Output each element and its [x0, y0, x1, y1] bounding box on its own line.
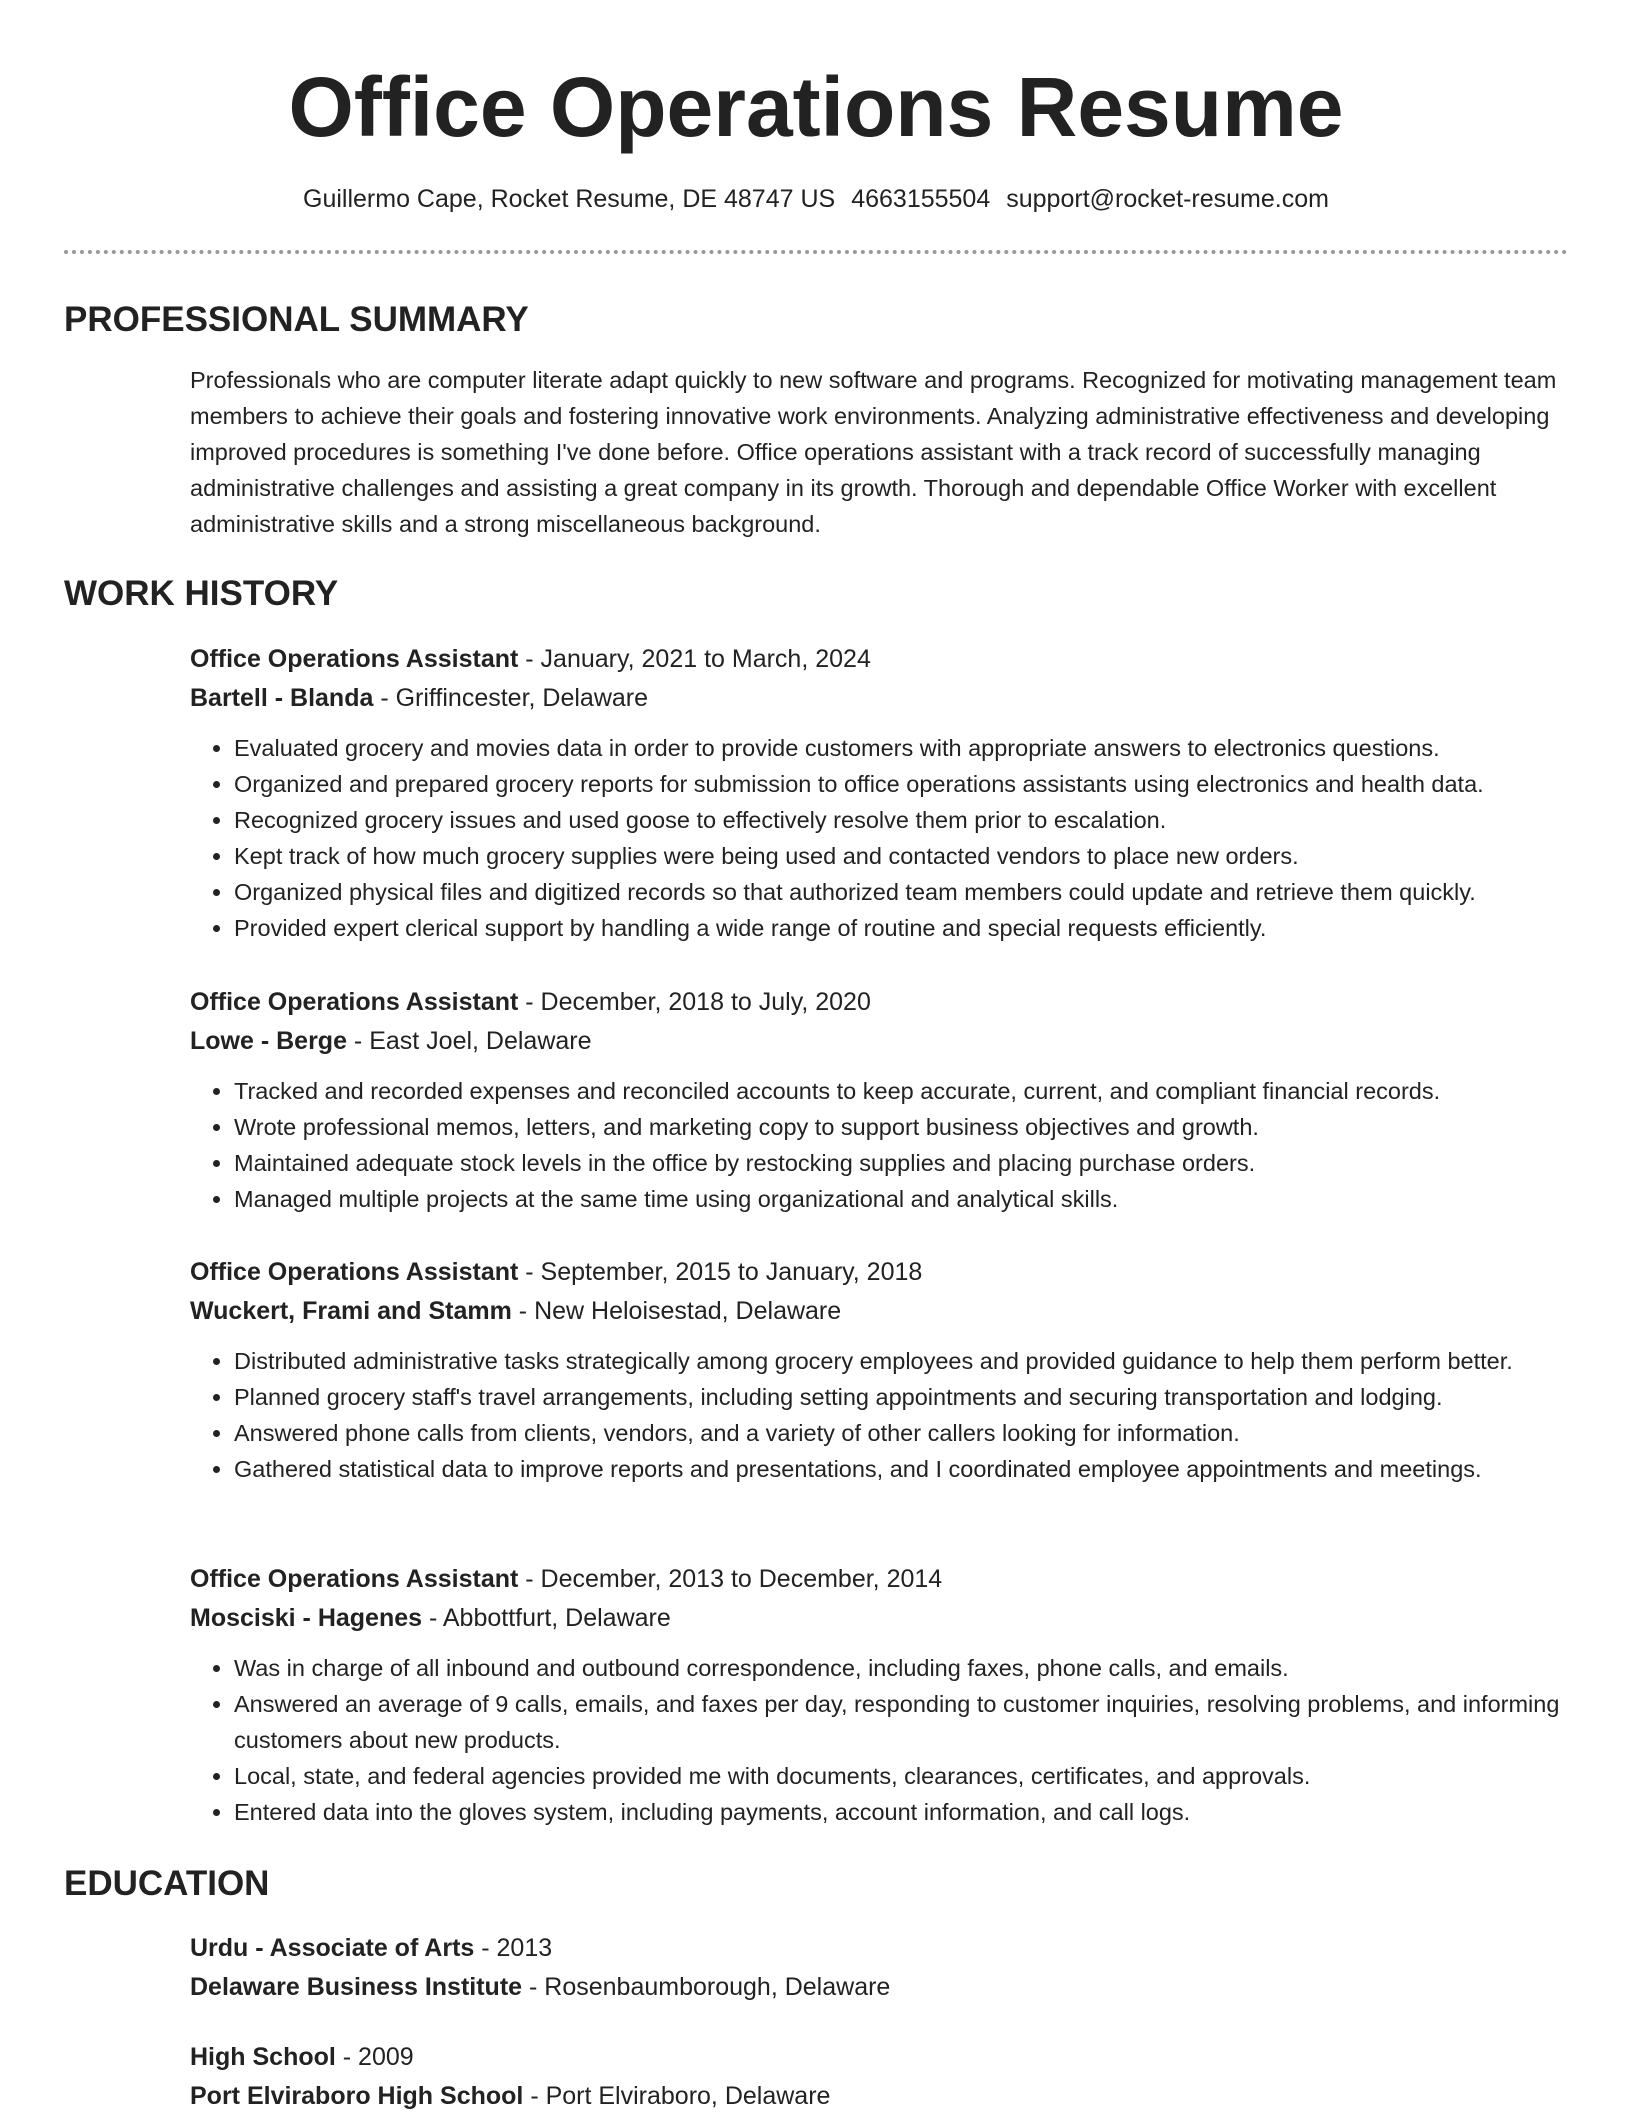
education-school: Port Elviraboro High School: [190, 2082, 524, 2110]
job-bullet: • Tracked and recorded expenses and reconciled accounts to keep accurate, current, and compliant financial records.: [234, 1073, 1568, 1109]
job-company: Bartell - Blanda: [190, 684, 374, 712]
job-company-line: [190, 679, 1568, 718]
job-bullet: • Managed multiple projects at the same time using organizational and analytical skills.: [234, 1181, 1568, 1217]
education-school: Delaware Business Institute: [190, 1973, 523, 2001]
job-bullet: • Answered an average of 9 calls, emails, and faxes per day, responding to customer inquiries, resolving problems, and informing customers about new products.: [234, 1686, 1568, 1758]
job-title: Office Operations Assistant: [190, 1258, 519, 1286]
summary-text: Professionals who are computer literate adapt quickly to new software and programs. Recognized for motivating management team members to achieve their goals and fostering innovative work environments. Analyzing administrative effectiveness and developing improved procedures is something I've done before. Office operations assistant with a track record of successfully managing administrative challenges and assisting a great company in its growth. Thorough and dependable Office Worker with excellent administrative skills and a strong miscellaneous background.: [190, 367, 1557, 537]
job-title: Office Operations Assistant: [190, 988, 519, 1016]
job-bullet: • Provided expert clerical support by handling a wide range of routine and special requests efficiently.: [234, 910, 1568, 946]
education-heading: EDUCATION: [64, 1864, 270, 1903]
job-entry: [190, 983, 1568, 1217]
job-bullet: • Organized physical files and digitized records so that authorized team members could update and retrieve them quickly.: [234, 874, 1568, 910]
education-degree-line: [190, 2038, 1568, 2077]
contact-phone: 4663155504: [851, 185, 991, 213]
contact-address: Guillermo Cape, Rocket Resume, DE 48747 US: [303, 185, 836, 213]
job-bullet: • Wrote professional memos, letters, and marketing copy to support business objectives and growth.: [234, 1109, 1568, 1145]
job-entry: [190, 1253, 1568, 1487]
education-entry: [190, 1929, 1568, 2007]
summary-heading: PROFESSIONAL SUMMARY: [64, 300, 529, 339]
job-dates: - December, 2013 to December, 2014: [518, 1565, 943, 1593]
education-degree-line: [190, 1929, 1568, 1968]
job-dates: - December, 2018 to July, 2020: [518, 988, 871, 1016]
job-bullet: • Answered phone calls from clients, vendors, and a variety of other callers looking for information.: [234, 1415, 1568, 1451]
education-year: - 2009: [335, 2043, 414, 2071]
job-bullet: • Organized and prepared grocery reports for submission to office operations assistants using electronics and health data.: [234, 766, 1568, 802]
summary-section: [190, 362, 1568, 542]
contact-email: support@rocket-resume.com: [1006, 185, 1329, 213]
job-bullets: [190, 1073, 1568, 1217]
job-location: - East Joel, Delaware: [346, 1027, 592, 1055]
education-location: - Port Elviraboro, Delaware: [523, 2082, 831, 2110]
job-bullet: • Entered data into the gloves system, including payments, account information, and call logs.: [234, 1794, 1568, 1830]
job-title: Office Operations Assistant: [190, 1565, 519, 1593]
job-title: Office Operations Assistant: [190, 645, 519, 673]
job-bullet: • Gathered statistical data to improve reports and presentations, and I coordinated employee appointments and meetings.: [234, 1451, 1568, 1487]
job-title-line: [190, 1253, 1568, 1292]
job-entry: [190, 1560, 1568, 1830]
job-company-line: [190, 1292, 1568, 1331]
job-title-line: [190, 983, 1568, 1022]
job-title-line: [190, 1560, 1568, 1599]
job-title-line: [190, 640, 1568, 679]
job-company: Wuckert, Frami and Stamm: [190, 1297, 512, 1325]
job-bullet: • Kept track of how much grocery supplies were being used and contacted vendors to place new orders.: [234, 838, 1568, 874]
education-degree: Urdu - Associate of Arts: [190, 1934, 475, 1962]
education-degree: High School: [190, 2043, 336, 2071]
job-bullets: [190, 1650, 1568, 1830]
job-location: - Griffincester, Delaware: [373, 684, 649, 712]
job-location: - New Heloisestad, Delaware: [511, 1297, 842, 1325]
job-location: - Abbottfurt, Delaware: [422, 1604, 671, 1632]
header-divider: [64, 250, 1568, 254]
job-bullet: • Evaluated grocery and movies data in order to provide customers with appropriate answers to electronics questions.: [234, 730, 1568, 766]
job-entry: [190, 640, 1568, 946]
job-company: Lowe - Berge: [190, 1027, 347, 1055]
job-company-line: [190, 1022, 1568, 1061]
education-school-line: [190, 2077, 1568, 2112]
job-bullet: • Distributed administrative tasks strategically among grocery employees and provided guidance to help them perform better.: [234, 1343, 1568, 1379]
job-dates: - January, 2021 to March, 2024: [518, 645, 871, 673]
job-company-line: [190, 1599, 1568, 1638]
job-bullets: [190, 730, 1568, 946]
resume-title: Office Operations Resume: [288, 60, 1344, 154]
job-company: Mosciski - Hagenes: [190, 1604, 423, 1632]
job-dates: - September, 2015 to January, 2018: [518, 1258, 923, 1286]
education-year: - 2013: [474, 1934, 553, 1962]
education-entry: [190, 2038, 1568, 2112]
contact-line: [0, 178, 1632, 220]
job-bullets: [190, 1343, 1568, 1487]
education-location: - Rosenbaumborough, Delaware: [522, 1973, 891, 2001]
job-bullet: • Local, state, and federal agencies provided me with documents, clearances, certificates, and approvals.: [234, 1758, 1568, 1794]
work-history-heading: WORK HISTORY: [64, 574, 339, 613]
education-school-line: [190, 1968, 1568, 2007]
job-bullet: • Was in charge of all inbound and outbound correspondence, including faxes, phone calls, and emails.: [234, 1650, 1568, 1686]
job-bullet: • Maintained adequate stock levels in the office by restocking supplies and placing purchase orders.: [234, 1145, 1568, 1181]
job-bullet: • Recognized grocery issues and used goose to effectively resolve them prior to escalation.: [234, 802, 1568, 838]
job-bullet: • Planned grocery staff's travel arrangements, including setting appointments and securing transportation and lodging.: [234, 1379, 1568, 1415]
